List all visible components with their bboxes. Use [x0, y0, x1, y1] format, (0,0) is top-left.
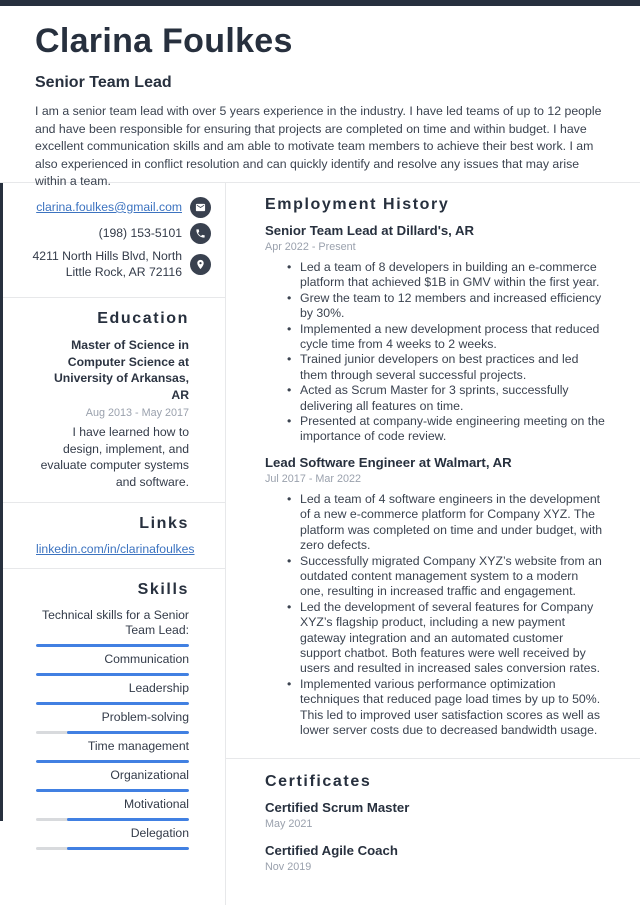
skill-label: Delegation	[130, 826, 189, 840]
job-bullet: • Led a team of 4 software engineers in the development of a new e-commerce platform for Company XYZ. The platform was completed on time and under budget, with zero defects.	[300, 492, 605, 554]
skill-item	[36, 797, 189, 821]
job-bullet: • Implemented a new development process that reduced cycle time from 4 weeks to 2 weeks.	[300, 322, 605, 353]
phone-icon	[190, 223, 211, 244]
skill-label: Technical skills for a Senior Team Lead:	[42, 608, 189, 637]
skill-item	[36, 652, 189, 676]
job-bullet: • Led the development of several features for Company XYZ’s flagship product, including a new payment gateway integration and an automated customer support chatbot. Both features were well received by users and resulted in increased sales conversion rates.	[300, 600, 605, 677]
skill-item	[36, 681, 189, 705]
contact-row-phone	[30, 223, 211, 244]
location-pin-icon	[190, 254, 211, 275]
candidate-name: Clarina Foulkes	[35, 22, 293, 60]
phone-text: (198) 153-5101	[98, 225, 182, 240]
resume-body	[0, 183, 640, 905]
skill-bar	[36, 731, 189, 734]
skill-bar	[36, 789, 189, 792]
job-bullet: • Trained junior developers on best practices and led them through several successful projects.	[300, 352, 605, 383]
job-entry	[265, 223, 605, 445]
job-bullet: • Grew the team to 12 members and increased efficiency by 30%.	[300, 291, 605, 322]
candidate-title: Senior Team Lead	[35, 74, 172, 91]
skill-item	[36, 608, 189, 647]
skill-bar	[36, 760, 189, 763]
education-dates: Aug 2013 - May 2017	[85, 407, 189, 419]
skill-label: Problem-solving	[101, 710, 189, 724]
job-bullet: • Presented at company-wide engineering meeting on the importance of code review.	[300, 414, 605, 445]
envelope-icon	[190, 197, 211, 218]
resume-header	[0, 6, 640, 188]
certificate-entry	[265, 800, 605, 831]
skill-item	[36, 710, 189, 734]
address-text: 4211 North Hills Blvd, North Little Rock, AR 72116	[32, 249, 182, 279]
job-bullet: • Acted as Scrum Master for 3 sprints, successfully delivering all features on time.	[300, 383, 605, 414]
sidebar	[0, 183, 226, 905]
job-entry	[265, 455, 605, 739]
links-section	[0, 503, 225, 569]
skill-item	[36, 826, 189, 850]
linkedin-link[interactable]: linkedin.com/in/clarinafoulkes	[36, 542, 195, 556]
education-degree: Master of Science in Computer Science at University of Arkansas, AR	[53, 338, 189, 402]
contact-row-email	[30, 197, 211, 218]
certificates-heading: Certificates	[265, 773, 372, 791]
job-bullet-list	[265, 492, 605, 739]
job-dates: Jul 2017 - Mar 2022	[265, 472, 362, 485]
job-bullet: • Implemented various performance optimization techniques that reduced page load times by up to 50%. This led to improved user satisfaction scores as well as lower server costs due to decreased bandwidth usage.	[300, 677, 605, 739]
profile-summary: I am a senior team lead with over 5 years experience in the industry. I have led teams of up to 12 people and have been responsible for ensuring that projects are completed on time and within budget. I have excellent communication skills and am able to motivate team members to achieve their best work. I am also experienced in conflict resolution and can quickly identify and resolve any issues that may arise within a team.	[35, 104, 602, 188]
skill-bar	[36, 818, 189, 821]
skill-bar	[36, 702, 189, 705]
skills-heading: Skills	[137, 581, 189, 598]
main-column	[226, 183, 640, 905]
education-description: I have learned how to design, implement, and evaluate computer systems and software.	[40, 425, 189, 489]
certificate-entry	[265, 843, 605, 874]
job-dates: Apr 2022 - Present	[265, 241, 356, 253]
skill-bar	[36, 644, 189, 647]
certificates-section	[226, 759, 640, 874]
sidebar-accent-line	[0, 183, 3, 821]
employment-history-heading: Employment History	[265, 196, 450, 213]
skill-label: Communication	[104, 652, 189, 666]
skill-label: Time management	[87, 739, 189, 753]
education-section	[0, 298, 225, 503]
contact-row-address	[30, 249, 211, 280]
email-link[interactable]: clarina.foulkes@gmail.com	[36, 199, 182, 214]
employment-history-section	[226, 183, 640, 759]
contact-section	[0, 183, 225, 298]
certificate-title: Certified Scrum Master	[265, 800, 410, 816]
certificate-date: May 2021	[265, 818, 313, 831]
skill-item	[36, 739, 189, 763]
certificate-date: Nov 2019	[265, 861, 312, 874]
skill-label: Motivational	[123, 797, 189, 811]
job-title: Senior Team Lead at Dillard's, AR	[265, 223, 475, 238]
email-text	[36, 200, 182, 216]
skill-bar	[36, 847, 189, 850]
link-item	[36, 542, 195, 556]
skill-item	[36, 768, 189, 792]
skill-label: Leadership	[128, 681, 189, 695]
education-heading: Education	[97, 310, 189, 327]
skills-section	[0, 569, 225, 850]
job-title: Lead Software Engineer at Walmart, AR	[265, 454, 512, 470]
certificate-title: Certified Agile Coach	[265, 843, 398, 859]
skill-bar	[36, 673, 189, 676]
skill-label: Organizational	[110, 768, 189, 782]
links-heading: Links	[139, 515, 189, 532]
job-bullet-list	[265, 260, 605, 445]
job-bullet: • Successfully migrated Company XYZ’s website from an outdated content management system to a modern one, resulting in increased traffic and engagement.	[300, 554, 605, 600]
job-bullet: • Led a team of 8 developers in building an e-commerce platform that achieved $1B in GMV within the first year.	[300, 260, 605, 291]
